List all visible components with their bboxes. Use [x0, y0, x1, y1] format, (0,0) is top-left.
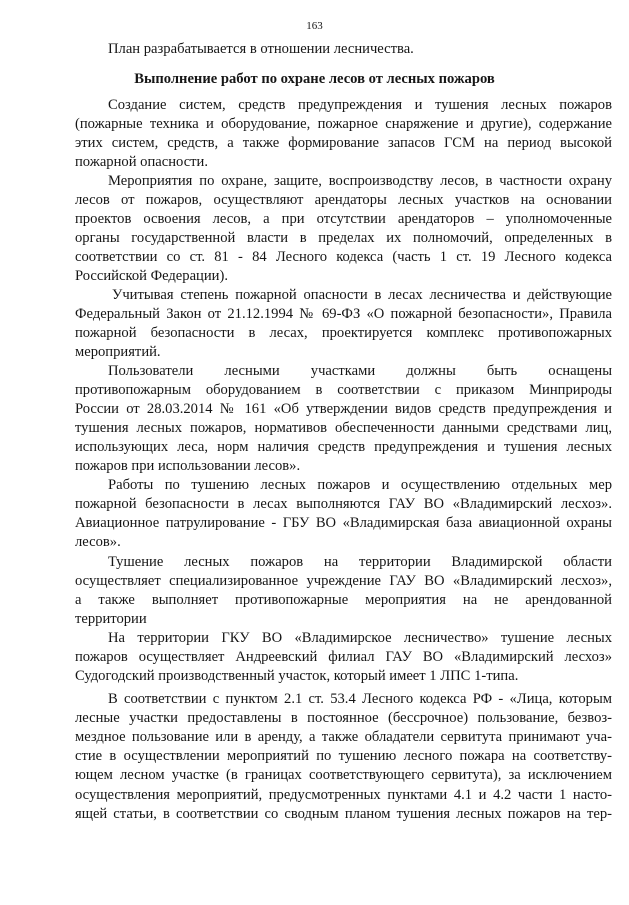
text-line: использующих леса, норм наличия средств предупреждения и тушения лесных: [75, 439, 612, 455]
text-line: Пользователи лесными участками должны быть оснащены: [108, 363, 612, 379]
text-line: ющем лесном участке (в границах соответствующего сервитута), за исключением: [75, 767, 612, 784]
text-line: Мероприятия по охране, защите, воспроизводству лесов, в частности охрану: [108, 173, 612, 189]
text-line: Федеральный Закон от 21.12.1994 № 69-ФЗ «О пожарной безопасности», Правила: [75, 306, 612, 322]
intro-line: План разрабатывается в отношении лесничества.: [108, 41, 414, 57]
text-line: Судогодский производственный участок, который имеет 1 ЛПС 1-типа.: [75, 668, 519, 684]
text-line: осуществляет специализированное учреждение ГАУ ВО «Владимирский лесхоз»,: [75, 573, 612, 589]
text-line: ящей статьи, в соответствии со сводным планом тушения лесных пожаров на тер-: [75, 805, 612, 822]
text-line: мездное пользование или в аренду, а также обладатели сервитута принимают уча-: [75, 729, 612, 746]
text-line: пожарной безопасности в лесах выполняются ГАУ ВО «Владимирский лесхоз».: [75, 496, 612, 512]
text-line: пожарной опасности.: [75, 154, 209, 170]
text-line: противопожарным оборудованием в соответствии с приказом Минприроды: [75, 382, 612, 398]
text-line: России от 28.03.2014 № 161 «Об утверждении видов средств предупреждения и: [75, 401, 612, 417]
text-line: пожарной безопасности в лесах, проектируется комплекс противопожарных: [75, 325, 612, 341]
text-line: лесные участки предоставлены в постоянное (бессрочное) пользование, безвоз-: [75, 710, 612, 727]
text-line: мероприятий.: [75, 344, 161, 360]
text-line: этих систем, средств, а также формирование запасов ГСМ на период высокой: [75, 135, 612, 151]
text-line: а также выполняет противопожарные мероприятия на не арендованной: [75, 592, 612, 608]
text-line: Авиационное патрулирование - ГБУ ВО «Владимирская база авиационной охраны: [75, 515, 612, 531]
text-line: органы государственной власти в пределах их полномочий, определенных в: [75, 230, 612, 246]
text-line: стие в осуществлении мероприятий по тушению лесного пожара на соответству-: [75, 748, 612, 765]
text-line: осуществления мероприятий, предусмотренных пунктами 4.1 и 4.2 части 1 насто-: [75, 786, 612, 803]
text-line: проектов освоения лесов, а при отсутствии арендаторов – уполномоченные: [75, 211, 612, 227]
text-line: тушения лесных пожаров, нормативов обеспеченности данными средствами лиц,: [75, 420, 612, 436]
text-line: Российской Федерации).: [75, 268, 228, 284]
text-line: Учитывая степень пожарной опасности в лесах лесничества и действующие: [112, 287, 612, 303]
text-line: территории: [75, 611, 147, 627]
text-line: пожаров при использовании лесов».: [75, 458, 301, 474]
text-line: лесов».: [75, 534, 121, 550]
text-line: лесов от пожаров, осуществляют арендаторы лесных участков на основании: [75, 192, 612, 208]
text-line: Работы по тушению лесных пожаров и осуществлению отдельных мер: [108, 477, 612, 493]
text-line: Тушение лесных пожаров на территории Владимирской области: [108, 554, 612, 570]
text-line: соответствии со ст. 81 - 84 Лесного кодекса (часть 1 ст. 19 Лесного кодекса: [75, 249, 612, 265]
text-line: В соответствии с пунктом 2.1 ст. 53.4 Лесного кодекса РФ - «Лица, которым: [108, 691, 612, 707]
section-heading: Выполнение работ по охране лесов от лесных пожаров: [134, 71, 495, 87]
text-line: На территории ГКУ ВО «Владимирское лесничество» тушение лесных: [108, 630, 612, 646]
text-line: (пожарные техника и оборудование, пожарное снаряжение и другие), содержание: [75, 116, 612, 132]
page-number: 163: [306, 20, 323, 32]
text-line: Создание систем, средств предупреждения и тушения лесных пожаров: [108, 97, 612, 113]
text-line: пожаров осуществляет Андреевский филиал ГАУ ВО «Владимирский лесхоз»: [75, 649, 612, 665]
